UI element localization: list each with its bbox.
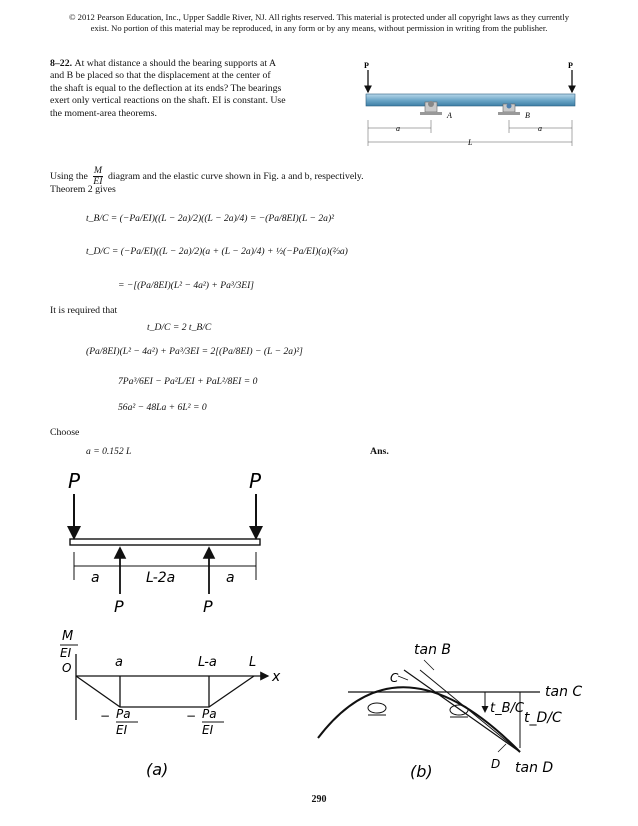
eq-t-bc: t_B/C = (−Pa/EI)((L − 2a)/2)((L − 2a)/4) = −(Pa/8EI)(L − 2a)²	[86, 213, 335, 224]
sketch-fig-b: (b)	[410, 762, 433, 781]
sketch-m-num: M	[62, 629, 74, 644]
problem-number: 8–22.	[50, 58, 73, 69]
problem-line-5: the moment-area theorems.	[50, 107, 157, 119]
sketch-neg-2: −	[186, 709, 197, 723]
required-line: It is required that	[50, 305, 118, 316]
fig-label-dim-a-left: a	[396, 124, 400, 133]
sketch-origin: O	[62, 661, 72, 675]
sketch-p1: P	[68, 469, 81, 493]
sketch-fig-a: (a)	[146, 760, 169, 779]
problem-line-3: the shaft is equal to the deflection at its ends? The bearings	[50, 82, 282, 94]
fig-label-b: B	[525, 111, 530, 120]
sketch-val-num-2: Pa	[202, 707, 217, 721]
eq-t-dc-2: = −[(Pa/8EI)(L² − 4a²) + Pa³/3EI]	[118, 280, 255, 291]
sketch-mid: L-2a	[146, 570, 176, 586]
sketch-tan-c: tan C	[545, 684, 583, 700]
eq-req-4: 56a² − 48La + 6L² = 0	[118, 402, 207, 413]
fig-label-a: A	[447, 111, 452, 120]
ans-label: Ans.	[370, 446, 389, 457]
sketch-t-dc: t_D/C	[524, 710, 562, 726]
fig-label-p-left: P	[364, 61, 369, 70]
fig-label-p-right: P	[568, 61, 573, 70]
problem-line-2: and B be placed so that the displacement at the center of	[50, 70, 271, 82]
page-number: 290	[311, 794, 327, 805]
sketch-neg-1: −	[100, 709, 111, 723]
eq-req-3: 7Pa³/6EI − Pa²L/EI + PaL²/8EI = 0	[118, 376, 258, 387]
sketch-m-diagram	[60, 645, 268, 722]
sketch-tan-d: tan D	[515, 760, 554, 776]
using-num: M	[93, 165, 102, 176]
using-den: EI	[93, 176, 103, 187]
sketch-x-axis: x	[272, 669, 281, 685]
sketch-tick-l: L	[249, 655, 257, 670]
sketch-val-den-2: EI	[202, 723, 214, 737]
eq-req-2: (Pa/8EI)(L² − 4a²) + Pa³/3EI = 2[(Pa/8EI) − (L − 2a)²]	[86, 346, 303, 357]
sketch-tick-a: a	[115, 655, 123, 670]
sketch-tick-la: L-a	[198, 655, 217, 670]
sketch-a1: a	[91, 570, 100, 586]
problem-line-4: exert only vertical reactions on the shaft. EI is constant. Use	[50, 95, 286, 107]
eq-req-1: t_D/C = 2 t_B/C	[147, 322, 212, 333]
eq-t-dc-1: t_D/C = (−Pa/EI)((L − 2a)/2)(a + (L − 2a)/4) + ½(−Pa/EI)(a)(⅔a)	[86, 246, 348, 257]
sketch-val-num-1: Pa	[116, 707, 131, 721]
theorem-line: Theorem 2 gives	[50, 184, 116, 195]
sketch-r1: P	[114, 597, 124, 616]
sketch-t-bc: t_B/C	[490, 701, 524, 716]
sketch-c: C	[390, 671, 399, 685]
fig-label-dim-l: L	[468, 138, 473, 147]
sketch-tan-b: tan B	[414, 642, 451, 658]
sketch-val-den-1: EI	[116, 723, 128, 737]
sketch-a2: a	[226, 570, 235, 586]
choose-line: Choose	[50, 427, 80, 438]
copyright-line-2: exist. No portion of this material may be reproduced, in any form or by any means, without permission in writing from the publisher.	[90, 23, 548, 33]
using-post: diagram and the elastic curve shown in Fig. a and b, respectively.	[107, 170, 364, 182]
using-pre: Using the	[50, 170, 88, 182]
answer: a = 0.152 L	[86, 446, 132, 457]
sketch-support-left	[368, 703, 386, 715]
sketch-support-right	[450, 705, 468, 717]
sketch-p2: P	[249, 469, 262, 493]
sketch-d: D	[491, 757, 501, 771]
sketch-r2: P	[203, 597, 213, 616]
fig-label-dim-a-right: a	[538, 124, 542, 133]
problem-line-1: At what distance a should the bearing supports at A	[74, 58, 277, 69]
sketch-m-den: EI	[60, 646, 72, 660]
copyright-line-1: © 2012 Pearson Education, Inc., Upper Saddle River, NJ. All rights reserved. This material is protected under all copyright laws as they currently	[68, 12, 570, 22]
